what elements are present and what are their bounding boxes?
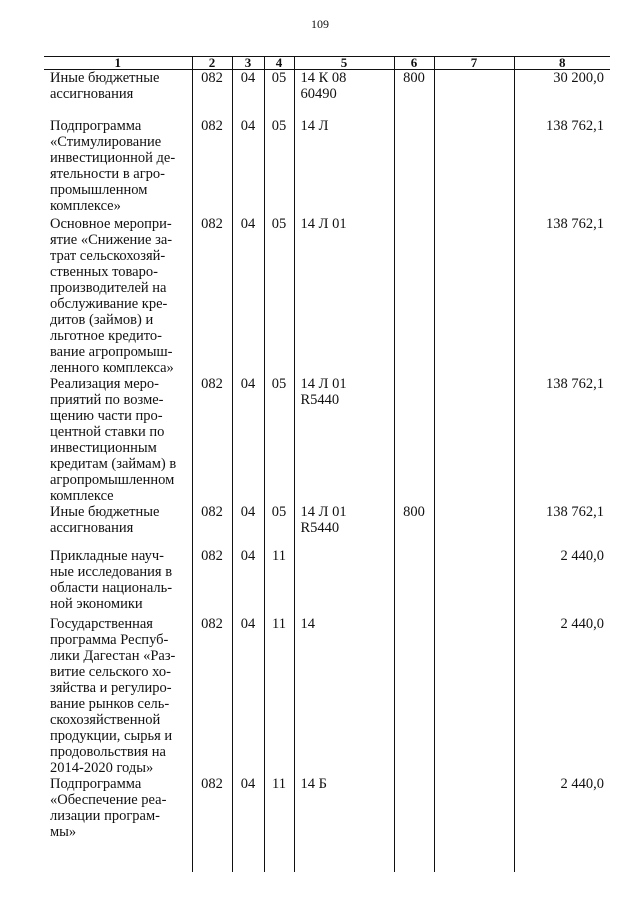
expense-type-code xyxy=(394,216,434,376)
expense-type-code xyxy=(394,376,434,504)
item-name-line: комплексе» xyxy=(50,197,121,214)
section-code: 04 xyxy=(232,70,264,118)
section-code: 04 xyxy=(232,376,264,504)
target-article-code-line: 14 Б xyxy=(300,775,327,792)
ministry-code: 082 xyxy=(192,70,232,118)
ministry-code: 082 xyxy=(192,376,232,504)
column-header-1: 1 xyxy=(44,57,192,70)
column-header-6: 6 xyxy=(394,57,434,70)
item-name-line: щению части про- xyxy=(50,407,163,424)
item-name xyxy=(44,216,192,376)
ministry-code: 082 xyxy=(192,504,232,548)
item-name-line: зяйства и регулиро- xyxy=(50,679,172,696)
item-name-line: Реализация меро- xyxy=(50,375,159,392)
item-name-line: «Обеспечение реа- xyxy=(50,791,167,808)
table-row xyxy=(44,548,610,616)
target-article-code-line: 14 Л xyxy=(300,117,329,134)
target-article-code-line: 14 Л 01 xyxy=(300,215,347,232)
ministry-code: 082 xyxy=(192,776,232,872)
item-name-line: промышленном xyxy=(50,181,148,198)
item-name-line: ассигнования xyxy=(50,86,134,102)
item-name-line: лизации програм- xyxy=(50,807,160,824)
page-number: 109 xyxy=(311,17,329,31)
amount-value: 2 440,0 xyxy=(514,776,610,872)
expense-type-code xyxy=(394,118,434,216)
item-name-line: Основное меропри- xyxy=(50,215,172,232)
item-name xyxy=(44,70,192,118)
item-name-line: Иные бюджетные xyxy=(50,70,160,86)
table-row xyxy=(44,70,610,118)
item-name-line: Подпрограмма xyxy=(50,775,142,792)
subsection-code: 11 xyxy=(264,548,294,616)
item-name-line: центной ставки по xyxy=(50,423,165,440)
column-7-value xyxy=(434,616,514,776)
target-article-code xyxy=(294,616,394,776)
item-name-line: Государственная xyxy=(50,615,153,632)
item-name-line: области националь- xyxy=(50,579,173,596)
column-7-value xyxy=(434,376,514,504)
target-article-code xyxy=(294,376,394,504)
item-name xyxy=(44,376,192,504)
amount-value: 2 440,0 xyxy=(514,616,610,776)
table-row xyxy=(44,616,610,776)
item-name-line: ассигнования xyxy=(50,519,134,536)
item-name-line: витие сельского хо- xyxy=(50,663,171,680)
subsection-code: 11 xyxy=(264,776,294,872)
item-name-line: инвестиционным xyxy=(50,439,157,456)
expense-type-code: 800 xyxy=(394,70,434,118)
item-name-line: дитов (займов) и xyxy=(50,311,154,328)
item-name-line: обслуживание кре- xyxy=(50,295,168,312)
table-row xyxy=(44,376,610,504)
target-article-code xyxy=(294,216,394,376)
section-code: 04 xyxy=(232,548,264,616)
target-article-code xyxy=(294,118,394,216)
column-header-8: 8 xyxy=(514,57,610,70)
amount-value: 2 440,0 xyxy=(514,548,610,616)
table-row xyxy=(44,776,610,872)
section-code: 04 xyxy=(232,616,264,776)
column-7-value xyxy=(434,118,514,216)
subsection-code: 05 xyxy=(264,504,294,548)
expense-type-code xyxy=(394,776,434,872)
item-name-line: Иные бюджетные xyxy=(50,503,160,520)
target-article-code-line: 60490 xyxy=(300,86,337,102)
expense-type-code xyxy=(394,548,434,616)
item-name-line: 2014-2020 годы» xyxy=(50,759,154,776)
ministry-code: 082 xyxy=(192,616,232,776)
item-name-line: ственных товаро- xyxy=(50,263,158,280)
ministry-code: 082 xyxy=(192,118,232,216)
item-name-line: приятий по возме- xyxy=(50,391,164,408)
budget-table xyxy=(44,56,610,872)
subsection-code: 05 xyxy=(264,118,294,216)
column-header-5: 5 xyxy=(294,57,394,70)
table-row xyxy=(44,118,610,216)
item-name-line: программа Респуб- xyxy=(50,631,169,648)
ministry-code: 082 xyxy=(192,548,232,616)
item-name-line: ные исследования в xyxy=(50,563,173,580)
section-code: 04 xyxy=(232,776,264,872)
item-name-line: мы» xyxy=(50,823,77,840)
header-row xyxy=(44,57,610,70)
section-code: 04 xyxy=(232,504,264,548)
target-article-code-line: 14 Л 01 xyxy=(300,503,347,520)
item-name-line: Прикладные науч- xyxy=(50,547,164,564)
column-header-2: 2 xyxy=(192,57,232,70)
item-name-line: инвестиционной де- xyxy=(50,149,176,166)
column-header-3: 3 xyxy=(232,57,264,70)
item-name-line: производителей на xyxy=(50,279,167,296)
ministry-code: 082 xyxy=(192,216,232,376)
amount-value: 138 762,1 xyxy=(514,376,610,504)
item-name-line: ной экономики xyxy=(50,595,143,612)
column-7-value xyxy=(434,70,514,118)
subsection-code: 05 xyxy=(264,216,294,376)
item-name-line: кредитам (займам) в xyxy=(50,455,177,472)
section-code: 04 xyxy=(232,118,264,216)
target-article-code xyxy=(294,70,394,118)
column-7-value xyxy=(434,216,514,376)
item-name-line: скохозяйственной xyxy=(50,711,161,728)
table-row xyxy=(44,216,610,376)
amount-value: 138 762,1 xyxy=(514,216,610,376)
table-body xyxy=(44,70,610,872)
amount-value: 138 762,1 xyxy=(514,504,610,548)
target-article-code-line: R5440 xyxy=(300,519,340,536)
item-name-line: продукции, сырья и xyxy=(50,727,173,744)
item-name-line: Подпрограмма xyxy=(50,117,142,134)
target-article-code xyxy=(294,548,394,616)
item-name-line: комплексе xyxy=(50,487,114,504)
item-name xyxy=(44,548,192,616)
subsection-code: 11 xyxy=(264,616,294,776)
item-name-line: продовольствия на xyxy=(50,743,166,760)
item-name-line: агропромышленном xyxy=(50,471,175,488)
item-name-line: «Стимулирование xyxy=(50,133,162,150)
subsection-code: 05 xyxy=(264,70,294,118)
item-name xyxy=(44,776,192,872)
item-name-line: ленного комплекса» xyxy=(50,359,174,376)
target-article-code-line: R5440 xyxy=(300,391,340,408)
target-article-code-line: 14 Л 01 xyxy=(300,375,347,392)
item-name-line: ятельности в агро- xyxy=(50,165,166,182)
item-name xyxy=(44,616,192,776)
item-name-line: ятие «Снижение за- xyxy=(50,231,173,248)
column-header-7: 7 xyxy=(434,57,514,70)
item-name-line: вание рынков сель- xyxy=(50,695,170,712)
amount-value: 138 762,1 xyxy=(514,118,610,216)
target-article-code xyxy=(294,776,394,872)
column-7-value xyxy=(434,504,514,548)
column-7-value xyxy=(434,776,514,872)
target-article-code xyxy=(294,504,394,548)
section-code: 04 xyxy=(232,216,264,376)
item-name-line: лики Дагестан «Раз- xyxy=(50,647,176,664)
target-article-code-line: 14 xyxy=(300,615,315,632)
expense-type-code xyxy=(394,616,434,776)
target-article-code-line: 14 К 08 xyxy=(300,70,347,86)
item-name-line: вание агропромыш- xyxy=(50,343,173,360)
item-name-line: льготное кредито- xyxy=(50,327,162,344)
column-header-4: 4 xyxy=(264,57,294,70)
table-row xyxy=(44,504,610,548)
amount-value: 30 200,0 xyxy=(514,70,610,118)
item-name xyxy=(44,504,192,548)
item-name xyxy=(44,118,192,216)
item-name-line: трат сельскохозяй- xyxy=(50,247,166,264)
subsection-code: 05 xyxy=(264,376,294,504)
expense-type-code: 800 xyxy=(394,504,434,548)
column-7-value xyxy=(434,548,514,616)
